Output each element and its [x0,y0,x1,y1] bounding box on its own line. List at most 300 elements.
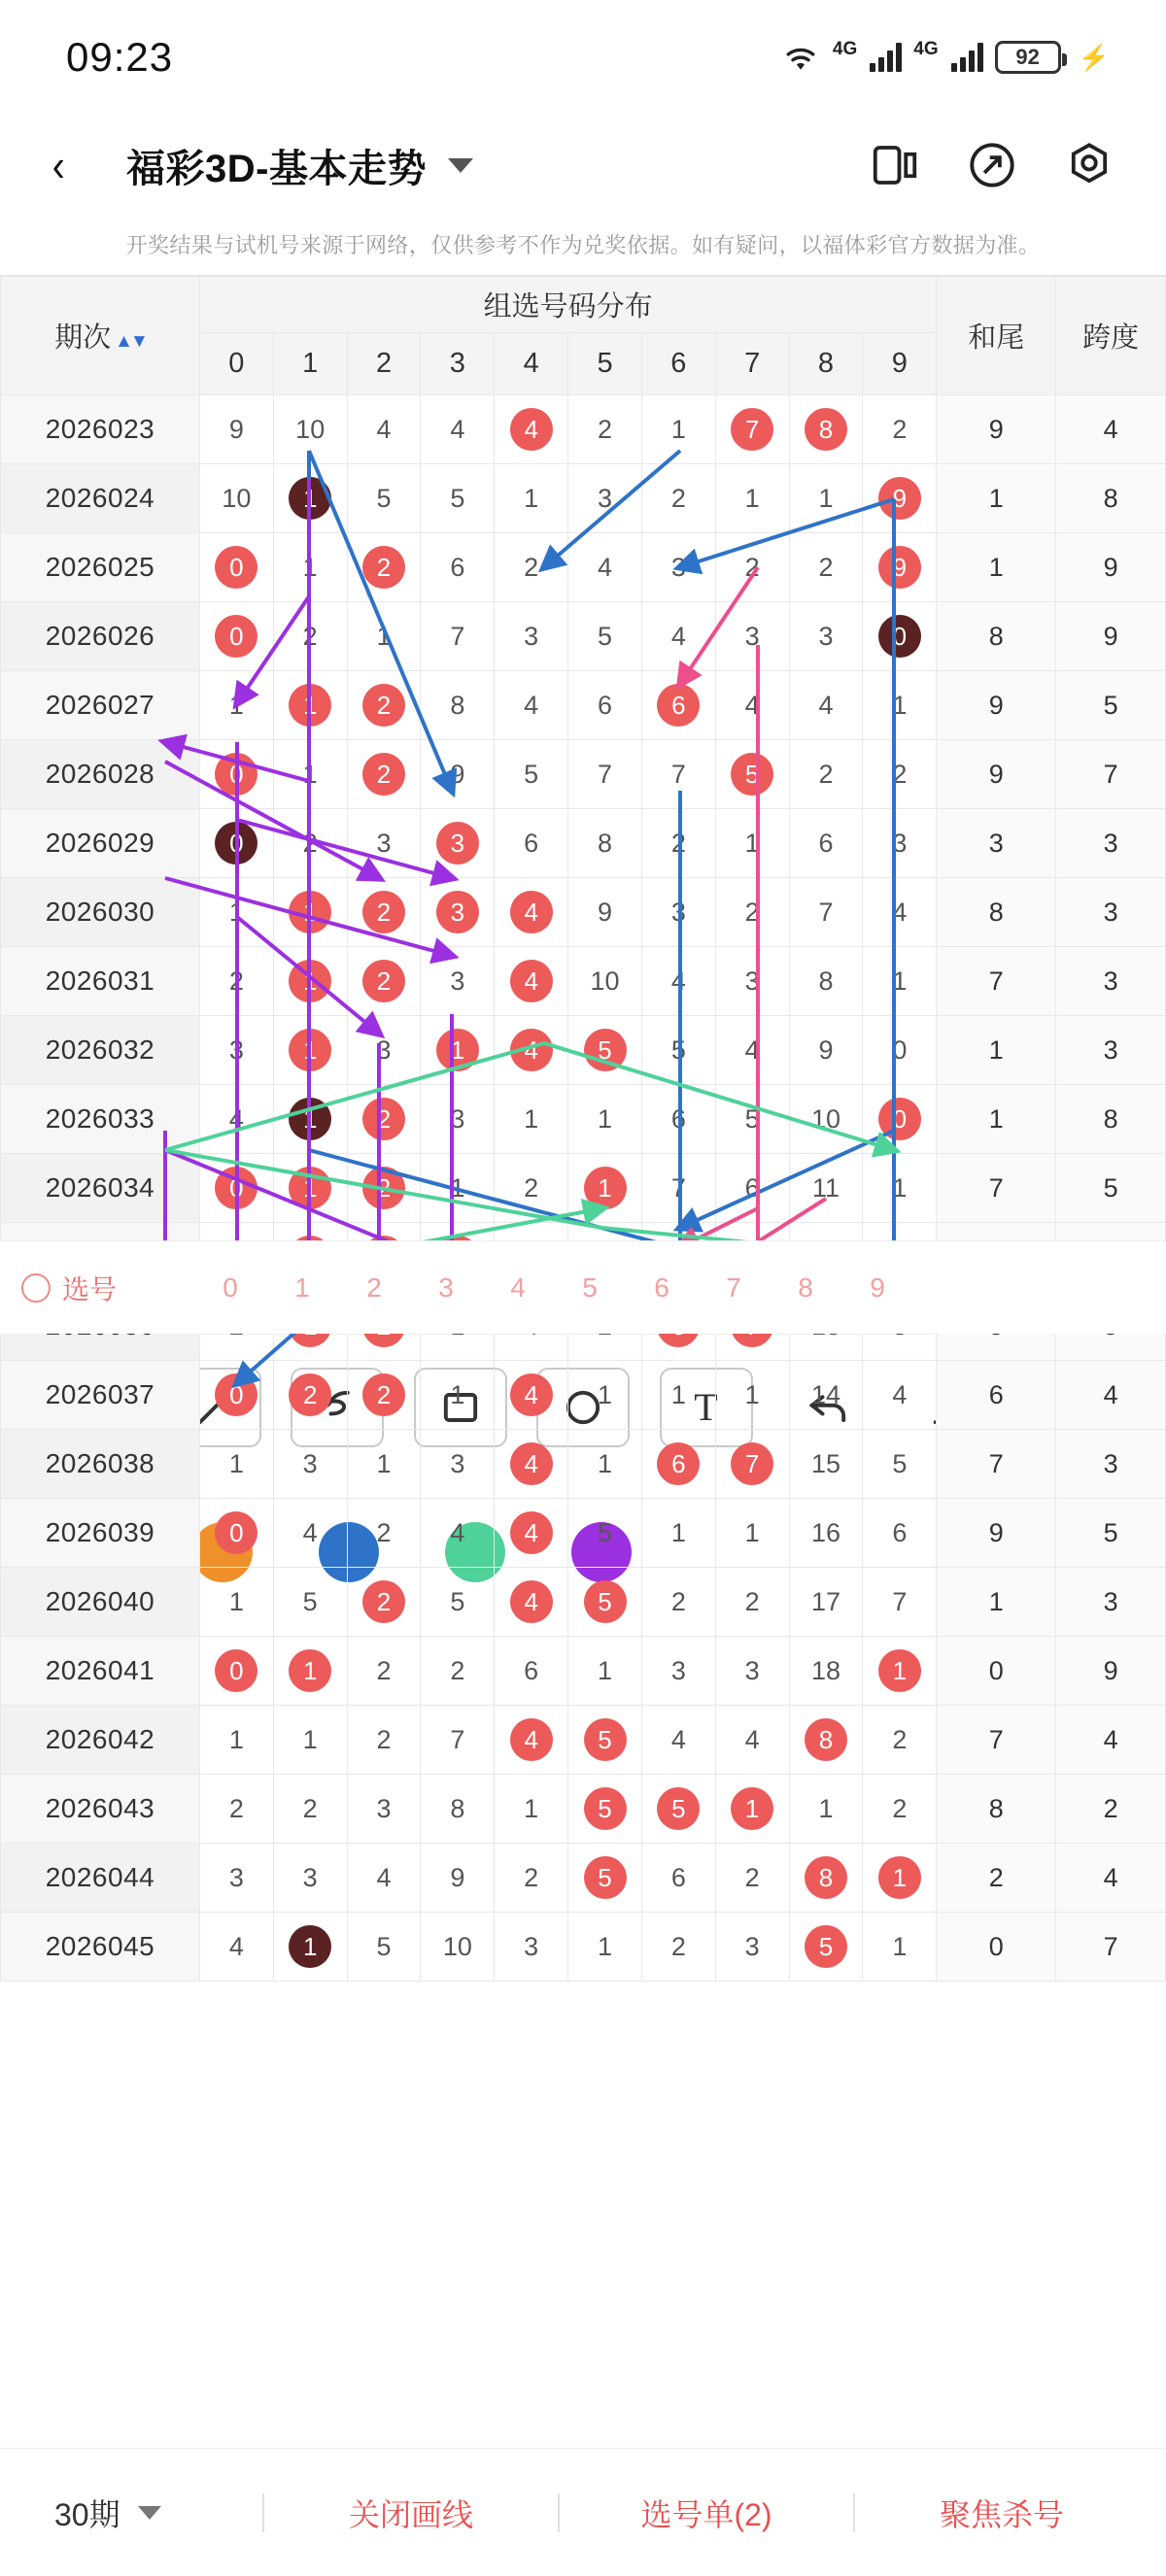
cell-number-4[interactable]: 5 [495,740,568,809]
cell-number-9[interactable]: 5 [863,1430,937,1499]
cell-kuadu: 3 [1056,1430,1166,1499]
hit-ball: 5 [731,753,773,796]
cell-number-8[interactable]: 2 [789,740,863,809]
selection-cell[interactable]: 0 [223,1271,238,1303]
cell-number-7[interactable]: 6 [715,1154,789,1223]
cell-number-2[interactable]: 5 [347,1913,421,1982]
cell-number-1[interactable] [273,1016,347,1085]
cell-number-3[interactable]: 4 [421,1499,495,1568]
cell-number-4[interactable]: 3 [495,1913,568,1982]
cell-number-6[interactable]: 6 [641,1085,715,1154]
cell-number-8[interactable]: 4 [789,671,863,740]
cell-number-5[interactable]: 3 [568,464,642,533]
cell-number-9[interactable]: 7 [863,1568,937,1637]
cell-number-2[interactable] [347,1568,421,1637]
table-row[interactable] [1,1154,1166,1223]
cell-number-9[interactable] [863,1085,937,1154]
cell-number-0[interactable]: 4 [199,1913,273,1982]
cell-number-5[interactable] [568,1775,642,1844]
cell-number-3[interactable]: 5 [421,464,495,533]
chevron-down-icon[interactable] [448,158,473,173]
cell-number-3[interactable]: 7 [421,1706,495,1775]
table-row[interactable] [1,947,1166,1016]
col-header-number-4[interactable]: 4 [495,333,568,395]
cell-number-0[interactable]: 10 [199,464,273,533]
cell-number-2[interactable] [347,878,421,947]
cell-number-0[interactable]: 1 [199,1706,273,1775]
table-row[interactable] [1,1568,1166,1637]
cell-number-3[interactable]: 7 [421,602,495,671]
table-row[interactable] [1,395,1166,464]
cell-number-1[interactable]: 3 [273,1844,347,1913]
cell-number-7[interactable]: 2 [715,1568,789,1637]
hit-ball-dark: 1 [289,1098,331,1140]
cell-number-4[interactable]: 6 [495,809,568,878]
cell-number-2[interactable]: 5 [347,464,421,533]
cell-number-2[interactable] [347,1085,421,1154]
cell-number-8[interactable]: 16 [789,1499,863,1568]
cell-number-7[interactable]: 2 [715,1844,789,1913]
cell-number-4[interactable] [495,1706,568,1775]
cell-number-4[interactable]: 3 [495,602,568,671]
cell-number-6[interactable] [641,1775,715,1844]
cell-number-1[interactable]: 2 [273,602,347,671]
cell-number-2[interactable]: 3 [347,809,421,878]
cell-number-3[interactable]: 10 [421,1913,495,1982]
cell-hewei: 1 [937,464,1056,533]
cell-number-8[interactable] [789,1844,863,1913]
cell-number-3[interactable]: 3 [421,1430,495,1499]
cell-kuadu: 8 [1056,464,1166,533]
cell-number-1[interactable] [273,947,347,1016]
selection-cell[interactable]: 4 [510,1271,526,1303]
cell-number-5[interactable]: 5 [568,1499,642,1568]
col-header-number-8[interactable]: 8 [789,333,863,395]
cell-number-8[interactable] [789,1706,863,1775]
cell-number-6[interactable]: 3 [641,1637,715,1706]
cell-number-8[interactable]: 17 [789,1568,863,1637]
cell-number-1[interactable]: 2 [273,809,347,878]
cell-number-3[interactable]: 9 [421,740,495,809]
cell-number-6[interactable]: 2 [641,1913,715,1982]
table-row[interactable] [1,671,1166,740]
cell-number-8[interactable]: 1 [789,464,863,533]
col-header-number-5[interactable]: 5 [568,333,642,395]
cell-number-5[interactable]: 1 [568,1430,642,1499]
cell-number-7[interactable]: 1 [715,809,789,878]
cell-number-0[interactable] [199,1499,273,1568]
settings-target-icon[interactable] [1063,139,1115,191]
cell-number-6[interactable]: 7 [641,1154,715,1223]
cell-number-7[interactable]: 2 [715,533,789,602]
hit-ball: 1 [436,1029,479,1071]
cell-number-7[interactable]: 5 [715,1085,789,1154]
selection-cell[interactable]: 5 [582,1271,598,1303]
cell-number-0[interactable] [199,602,273,671]
cell-number-0[interactable]: 1 [199,878,273,947]
cell-number-1[interactable] [273,878,347,947]
cell-number-7[interactable]: 1 [715,464,789,533]
split-screen-icon[interactable] [869,139,921,191]
row-issue: 2026037 [1,1361,200,1430]
table-head [1,277,1166,395]
focus-kill-button[interactable]: 聚焦杀号 [939,2496,1064,2532]
cell-number-7[interactable]: 4 [715,1016,789,1085]
cell-number-5[interactable] [568,1154,642,1223]
cell-number-4[interactable] [495,878,568,947]
cell-number-5[interactable] [568,1844,642,1913]
selection-cells[interactable] [194,1272,913,1304]
cell-number-1[interactable]: 1 [273,533,347,602]
hit-ball: 6 [657,684,700,727]
table-row[interactable] [1,809,1166,878]
cell-number-3[interactable]: 2 [421,1637,495,1706]
table-row[interactable] [1,1085,1166,1154]
cell-kuadu: 7 [1056,740,1166,809]
table-row[interactable] [1,1637,1166,1706]
cell-number-8[interactable]: 10 [789,1085,863,1154]
cell-number-5[interactable]: 9 [568,878,642,947]
cell-number-8[interactable]: 14 [789,1361,863,1430]
cell-number-4[interactable]: 2 [495,1844,568,1913]
cell-number-9[interactable] [863,464,937,533]
cell-number-6[interactable] [641,671,715,740]
cell-number-4[interactable] [495,1430,568,1499]
cell-number-4[interactable] [495,1361,568,1430]
col-header-issue[interactable]: 期次 ▲▼ [1,277,200,395]
cell-number-9[interactable] [863,1637,937,1706]
table-row[interactable] [1,1775,1166,1844]
cell-number-1[interactable]: 2 [273,1775,347,1844]
cell-number-0[interactable] [199,809,273,878]
cell-number-5[interactable]: 8 [568,809,642,878]
cell-number-2[interactable] [347,947,421,1016]
col-header-number-3[interactable]: 3 [421,333,495,395]
cell-number-2[interactable]: 4 [347,395,421,464]
cell-number-0[interactable] [199,533,273,602]
cell-hewei: 8 [937,602,1056,671]
cell-number-6[interactable]: 1 [641,1361,715,1430]
cell-number-4[interactable] [495,1568,568,1637]
cell-number-3[interactable]: 1 [421,1361,495,1430]
cell-number-4[interactable]: 1 [495,1775,568,1844]
cell-number-1[interactable]: 4 [273,1499,347,1568]
cell-number-2[interactable]: 3 [347,1016,421,1085]
cell-number-3[interactable]: 1 [421,1154,495,1223]
cell-number-9[interactable]: 4 [863,878,937,947]
cell-number-6[interactable]: 1 [641,395,715,464]
cell-number-4[interactable] [495,947,568,1016]
cell-number-3[interactable]: 5 [421,1568,495,1637]
hit-ball: 8 [805,408,847,451]
table-row[interactable] [1,878,1166,947]
cell-number-7[interactable] [715,395,789,464]
chevron-down-icon[interactable] [138,2506,161,2520]
cell-number-5[interactable] [568,1568,642,1637]
selection-cell[interactable]: 9 [870,1271,885,1303]
col-header-number-2[interactable]: 2 [347,333,421,395]
cell-number-6[interactable]: 5 [641,1016,715,1085]
cell-number-9[interactable]: 2 [863,395,937,464]
cell-number-3[interactable]: 3 [421,1085,495,1154]
selection-list-button[interactable]: 选号单(2) [640,2496,772,2532]
selection-cell[interactable]: 6 [654,1271,669,1303]
table-row[interactable] [1,1016,1166,1085]
cell-number-5[interactable]: 1 [568,1913,642,1982]
status-indicators [780,41,1110,74]
cell-number-2[interactable]: 4 [347,1844,421,1913]
table-row[interactable] [1,464,1166,533]
table-row[interactable] [1,1913,1166,1982]
col-header-number-6[interactable]: 6 [641,333,715,395]
cell-number-9[interactable]: 2 [863,1775,937,1844]
cell-number-0[interactable]: 3 [199,1844,273,1913]
cell-number-9[interactable] [863,533,937,602]
cell-number-5[interactable]: 1 [568,1085,642,1154]
cell-number-9[interactable] [863,1844,937,1913]
cell-number-6[interactable]: 3 [641,533,715,602]
cell-number-6[interactable]: 2 [641,464,715,533]
cell-number-1[interactable]: 5 [273,1568,347,1637]
cell-number-7[interactable]: 2 [715,878,789,947]
cell-number-0[interactable]: 4 [199,1085,273,1154]
cell-number-0[interactable]: 9 [199,395,273,464]
cell-number-5[interactable]: 7 [568,740,642,809]
cell-number-5[interactable]: 10 [568,947,642,1016]
cell-number-7[interactable]: 1 [715,1361,789,1430]
cell-number-2[interactable]: 1 [347,1430,421,1499]
cell-number-5[interactable]: 6 [568,671,642,740]
cell-number-9[interactable]: 6 [863,1499,937,1568]
cell-number-8[interactable]: 15 [789,1430,863,1499]
cell-number-3[interactable]: 9 [421,1844,495,1913]
selection-row[interactable] [0,1240,1166,1334]
cell-number-9[interactable]: 2 [863,1706,937,1775]
cell-number-4[interactable] [495,395,568,464]
table-row[interactable] [1,1361,1166,1430]
cell-number-1[interactable]: 3 [273,1430,347,1499]
cell-number-1[interactable] [273,1085,347,1154]
cell-number-7[interactable] [715,740,789,809]
cell-number-1[interactable] [273,1154,347,1223]
table-row[interactable] [1,1430,1166,1499]
cell-number-7[interactable]: 3 [715,947,789,1016]
table-row[interactable] [1,1499,1166,1568]
cell-number-8[interactable]: 9 [789,1016,863,1085]
cell-number-1[interactable]: 1 [273,740,347,809]
hit-ball: 0 [215,1167,257,1209]
table-row[interactable] [1,740,1166,809]
cell-number-9[interactable]: 1 [863,1913,937,1982]
cell-number-5[interactable]: 1 [568,1637,642,1706]
cell-number-0[interactable] [199,1637,273,1706]
cell-number-0[interactable]: 3 [199,1016,273,1085]
table-row[interactable] [1,1706,1166,1775]
hit-ball: 5 [805,1925,847,1968]
cell-number-8[interactable]: 3 [789,602,863,671]
cell-number-2[interactable] [347,533,421,602]
cell-number-0[interactable]: 1 [199,1568,273,1637]
table-row[interactable] [1,533,1166,602]
table-row[interactable] [1,1844,1166,1913]
cell-number-5[interactable]: 5 [568,602,642,671]
cell-number-4[interactable] [495,1499,568,1568]
cell-kuadu: 4 [1056,1361,1166,1430]
cell-number-8[interactable]: 7 [789,878,863,947]
col-header-number-0[interactable]: 0 [199,333,273,395]
cell-number-8[interactable]: 18 [789,1637,863,1706]
selection-cell[interactable]: 8 [798,1271,813,1303]
cell-number-2[interactable]: 1 [347,602,421,671]
selection-label[interactable] [0,1269,194,1307]
selection-cell[interactable]: 1 [294,1271,310,1303]
hit-ball: 5 [584,1856,627,1899]
cell-number-4[interactable] [495,1016,568,1085]
cell-number-7[interactable]: 3 [715,1637,789,1706]
cell-hewei: 0 [937,1913,1056,1982]
cell-number-8[interactable]: 2 [789,533,863,602]
hit-ball: 4 [510,1029,553,1071]
cell-number-6[interactable]: 3 [641,878,715,947]
cell-number-9[interactable]: 3 [863,809,937,878]
cell-number-9[interactable]: 2 [863,740,937,809]
sort-icon[interactable]: ▲▼ [115,331,146,352]
cell-number-1[interactable] [273,1913,347,1982]
cell-number-3[interactable] [421,878,495,947]
cell-number-3[interactable] [421,1016,495,1085]
cell-number-1[interactable]: 10 [273,395,347,464]
cell-number-6[interactable]: 2 [641,1568,715,1637]
cell-number-0[interactable] [199,1361,273,1430]
cell-number-0[interactable] [199,740,273,809]
cell-number-1[interactable] [273,464,347,533]
selection-cell[interactable]: 3 [438,1271,454,1303]
cell-number-9[interactable] [863,602,937,671]
cell-number-9[interactable]: 1 [863,947,937,1016]
cell-number-0[interactable]: 2 [199,947,273,1016]
cell-number-6[interactable]: 7 [641,740,715,809]
cell-number-2[interactable] [347,671,421,740]
cell-number-8[interactable]: 11 [789,1154,863,1223]
cell-hewei: 9 [937,740,1056,809]
cell-number-2[interactable] [347,1361,421,1430]
cell-number-6[interactable]: 4 [641,1706,715,1775]
cell-number-3[interactable]: 4 [421,395,495,464]
cell-number-2[interactable]: 2 [347,1499,421,1568]
hit-ball-dark: 1 [289,1925,331,1968]
cell-number-6[interactable] [641,1430,715,1499]
cell-number-2[interactable]: 2 [347,1706,421,1775]
cell-number-3[interactable]: 8 [421,671,495,740]
cell-number-1[interactable]: 1 [273,1706,347,1775]
cell-number-5[interactable]: 2 [568,395,642,464]
cell-number-4[interactable]: 1 [495,1085,568,1154]
hit-ball: 1 [289,684,331,727]
back-chevron-icon[interactable]: ‹ [51,140,65,190]
share-icon[interactable] [966,139,1018,191]
cell-number-4[interactable]: 2 [495,533,568,602]
cell-number-4[interactable]: 4 [495,671,568,740]
cell-number-7[interactable]: 3 [715,1913,789,1982]
cell-kuadu: 3 [1056,809,1166,878]
cell-number-0[interactable]: 2 [199,1775,273,1844]
cell-number-7[interactable]: 4 [715,1706,789,1775]
selection-cell[interactable]: 2 [366,1271,382,1303]
table-row[interactable] [1,602,1166,671]
cell-number-7[interactable] [715,1775,789,1844]
cell-number-8[interactable]: 8 [789,947,863,1016]
cell-number-7[interactable]: 1 [715,1499,789,1568]
cell-number-0[interactable]: 1 [199,1430,273,1499]
cell-number-2[interactable] [347,1154,421,1223]
trend-chart[interactable] [0,275,1166,1961]
cell-number-2[interactable] [347,740,421,809]
cell-number-5[interactable] [568,1706,642,1775]
cell-number-0[interactable] [199,1154,273,1223]
cell-number-6[interactable]: 4 [641,602,715,671]
cell-number-5[interactable] [568,1016,642,1085]
cell-number-6[interactable]: 4 [641,947,715,1016]
cell-number-3[interactable] [421,809,495,878]
cell-hewei: 1 [937,1016,1056,1085]
hit-ball: 5 [584,1580,627,1623]
cell-number-9[interactable]: 4 [863,1361,937,1430]
cell-number-8[interactable]: 6 [789,809,863,878]
radio-circle-icon[interactable] [21,1273,51,1303]
cell-number-2[interactable]: 2 [347,1637,421,1706]
cell-number-3[interactable]: 3 [421,947,495,1016]
cell-number-0[interactable]: 1 [199,671,273,740]
cell-hewei: 8 [937,878,1056,947]
close-drawing-button[interactable]: 关闭画线 [348,2496,473,2532]
bottom-bar[interactable] [0,2448,1166,2576]
cell-number-3[interactable]: 6 [421,533,495,602]
cell-number-5[interactable]: 4 [568,533,642,602]
cell-number-1[interactable] [273,1637,347,1706]
col-header-number-1[interactable]: 1 [273,333,347,395]
selection-cell[interactable]: 7 [726,1271,741,1303]
cell-number-6[interactable]: 1 [641,1499,715,1568]
cell-number-1[interactable] [273,1361,347,1430]
cell-number-7[interactable]: 3 [715,602,789,671]
cell-number-8[interactable] [789,395,863,464]
cell-number-1[interactable] [273,671,347,740]
cell-number-9[interactable]: 1 [863,671,937,740]
col-header-kuadu: 跨度 [1056,277,1166,395]
col-header-number-9[interactable]: 9 [863,333,937,395]
cell-number-3[interactable]: 8 [421,1775,495,1844]
cell-number-2[interactable]: 3 [347,1775,421,1844]
cell-kuadu: 5 [1056,1154,1166,1223]
period-selector[interactable] [0,2491,262,2535]
cell-number-7[interactable]: 4 [715,671,789,740]
hit-ball: 5 [584,1787,627,1830]
col-header-number-7[interactable]: 7 [715,333,789,395]
cell-number-8[interactable] [789,1913,863,1982]
cell-number-5[interactable]: 1 [568,1361,642,1430]
cell-number-4[interactable]: 2 [495,1154,568,1223]
cell-number-6[interactable]: 2 [641,809,715,878]
row-issue: 2026025 [1,533,200,602]
cell-number-8[interactable]: 1 [789,1775,863,1844]
cell-number-9[interactable]: 0 [863,1016,937,1085]
cell-number-6[interactable]: 6 [641,1844,715,1913]
cell-number-7[interactable] [715,1430,789,1499]
selection-label-text: 选号 [62,1273,118,1305]
cell-number-4[interactable]: 1 [495,464,568,533]
cell-number-4[interactable]: 6 [495,1637,568,1706]
cell-number-9[interactable]: 1 [863,1154,937,1223]
